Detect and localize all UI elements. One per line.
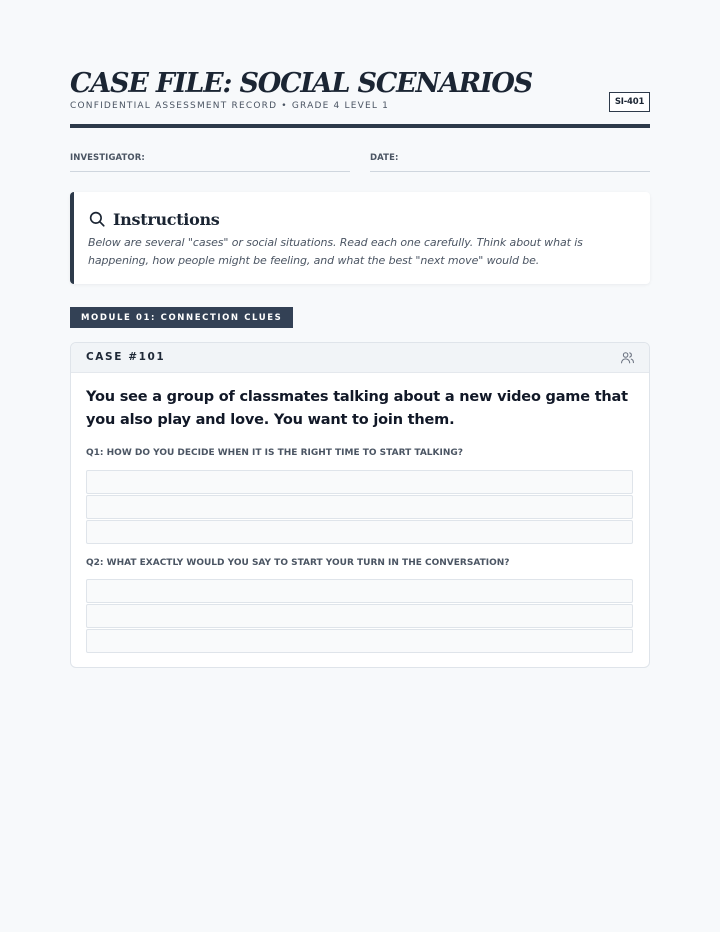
answer-line[interactable] bbox=[86, 520, 633, 544]
document-id-badge: SI-401 bbox=[609, 92, 650, 112]
case-scenario: You see a group of classmates talking about a new video game that you also play and love. You want to join them. bbox=[86, 389, 628, 428]
answer-area-1[interactable] bbox=[86, 470, 633, 545]
case-number: CASE #101 bbox=[86, 351, 166, 363]
info-fields bbox=[70, 153, 650, 173]
header-divider bbox=[70, 124, 650, 128]
investigator-field[interactable] bbox=[70, 153, 350, 172]
module-label: MODULE 01: CONNECTION CLUES bbox=[70, 307, 293, 328]
question-2: Q2: WHAT EXACTLY WOULD YOU SAY TO START YOUR TURN IN THE CONVERSATION? bbox=[86, 558, 510, 568]
case-header bbox=[71, 343, 649, 373]
answer-area-2[interactable] bbox=[86, 579, 633, 654]
answer-line[interactable] bbox=[86, 629, 633, 653]
date-label: DATE: bbox=[370, 153, 399, 163]
answer-line[interactable] bbox=[86, 470, 633, 494]
page-header bbox=[70, 0, 650, 128]
worksheet-page bbox=[70, 0, 650, 568]
magnifier-icon bbox=[88, 210, 106, 228]
instructions-title: Instructions bbox=[113, 209, 220, 229]
instructions-text: Below are several "cases" or social situations. Read each one carefully. Think about what is happening, how people might be feeling, and what the best "next move" would be. bbox=[88, 236, 583, 267]
investigator-label: INVESTIGATOR: bbox=[70, 153, 145, 163]
instructions-box bbox=[70, 192, 650, 284]
page-title: CASE FILE: SOCIAL SCENARIOS bbox=[70, 68, 532, 99]
answer-line[interactable] bbox=[86, 495, 633, 519]
case-card bbox=[70, 342, 650, 668]
answer-line[interactable] bbox=[86, 579, 633, 603]
question-1: Q1: HOW DO YOU DECIDE WHEN IT IS THE RIGHT TIME TO START TALKING? bbox=[86, 448, 463, 458]
instructions-header bbox=[88, 208, 220, 230]
answer-line[interactable] bbox=[86, 604, 633, 628]
page-subtitle: CONFIDENTIAL ASSESSMENT RECORD • GRADE 4 LEVEL 1 bbox=[70, 101, 390, 111]
date-field[interactable] bbox=[370, 153, 650, 172]
group-people-icon bbox=[620, 350, 635, 365]
